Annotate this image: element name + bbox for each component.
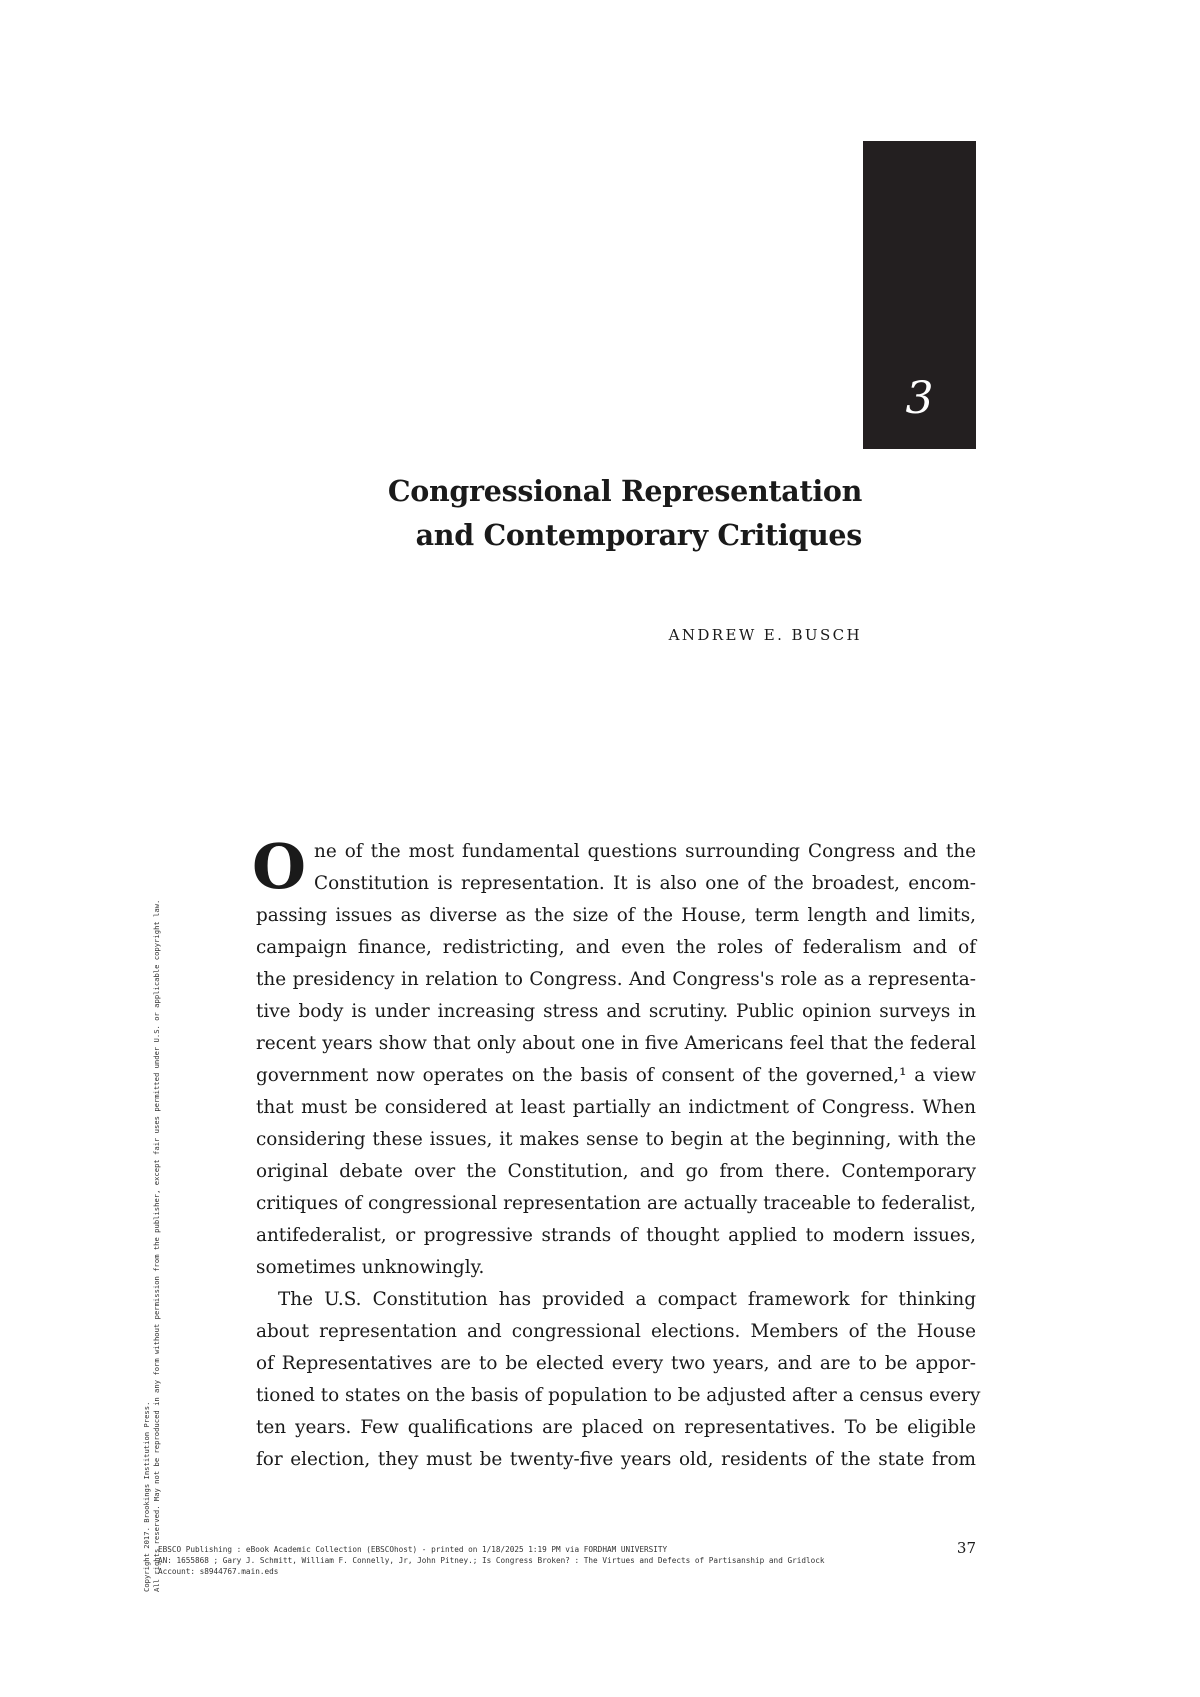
text-line: ne of the most fundamental questions surrounding Congress and the [314,841,976,862]
footer-line: Account: s8944767.main.eds [158,1567,279,1576]
chapter-title-line-1: Congressional Representation [387,474,862,508]
text-line: that must be considered at least partially an indictment of Congress. When [256,1097,976,1118]
text-line: for election, they must be twenty-five years old, residents of the state from [256,1449,976,1470]
text-line: of Representatives are to be elected every two years, and are to be appor- [256,1353,976,1374]
drop-cap: O [252,830,307,903]
text-line: considering these issues, it makes sense to begin at the beginning, with the [256,1129,976,1150]
copyright-line: Copyright 2017. Brookings Institution Press. [142,1401,151,1592]
text-line: antifederalist, or progressive strands of thought applied to modern issues, [256,1225,976,1246]
footer-line: EBSCO Publishing : eBook Academic Collection (EBSCOhost) - printed on 1/18/2025 1:19 PM via FORDHAM UNIVERSITY [158,1545,668,1554]
text-line: government now operates on the basis of consent of the governed,¹ a view [256,1065,976,1086]
page-number: 37 [956,1539,976,1557]
chapter-title-line-2: and Contemporary Critiques [415,518,862,552]
text-line: tioned to states on the basis of population to be adjusted after a census every [256,1385,981,1406]
text-line: sometimes unknowingly. [256,1257,485,1278]
text-line: passing issues as diverse as the size of the House, term length and limits, [256,905,976,926]
body-text [256,836,981,1476]
chapter-author: ANDREW E. BUSCH [668,626,862,644]
text-line: recent years show that only about one in five Americans feel that the federal [256,1033,976,1054]
chapter-title [300,469,862,557]
text-line: The U.S. Constitution has provided a compact framework for thinking [278,1289,976,1310]
text-line: ten years. Few qualifications are placed on representatives. To be eligible [256,1417,976,1438]
text-line: campaign finance, redistricting, and even the roles of federalism and of [256,937,976,958]
text-line: about representation and congressional elections. Members of the House [256,1321,976,1342]
ebsco-footer [158,1544,1178,1577]
footer-line: AN: 1655868 ; Gary J. Schmitt, William F. Connelly, Jr, John Pitney.; Is Congress Broken? : The Virtues and Defects of Partisanship and Gridlock [158,1556,825,1565]
chapter-number: 3 [905,373,934,424]
text-line: Constitution is representation. It is also one of the broadest, encom- [314,873,976,894]
paragraph-1 [256,836,976,1284]
paragraph-2 [256,1284,981,1476]
copyright-line: All rights reserved. May not be reproduced in any form without permission from the publisher, except fair uses permitted under U.S. or applicable copyright law. [152,899,161,1592]
text-line: tive body is under increasing stress and scrutiny. Public opinion surveys in [256,1001,976,1022]
text-line: critiques of congressional representation are actually traceable to federalist, [256,1193,976,1214]
side-copyright-notice [142,580,162,1592]
text-line: original debate over the Constitution, and go from there. Contemporary [256,1161,976,1182]
chapter-number-tab [863,141,976,449]
text-line: the presidency in relation to Congress. And Congress's role as a representa- [256,969,976,990]
